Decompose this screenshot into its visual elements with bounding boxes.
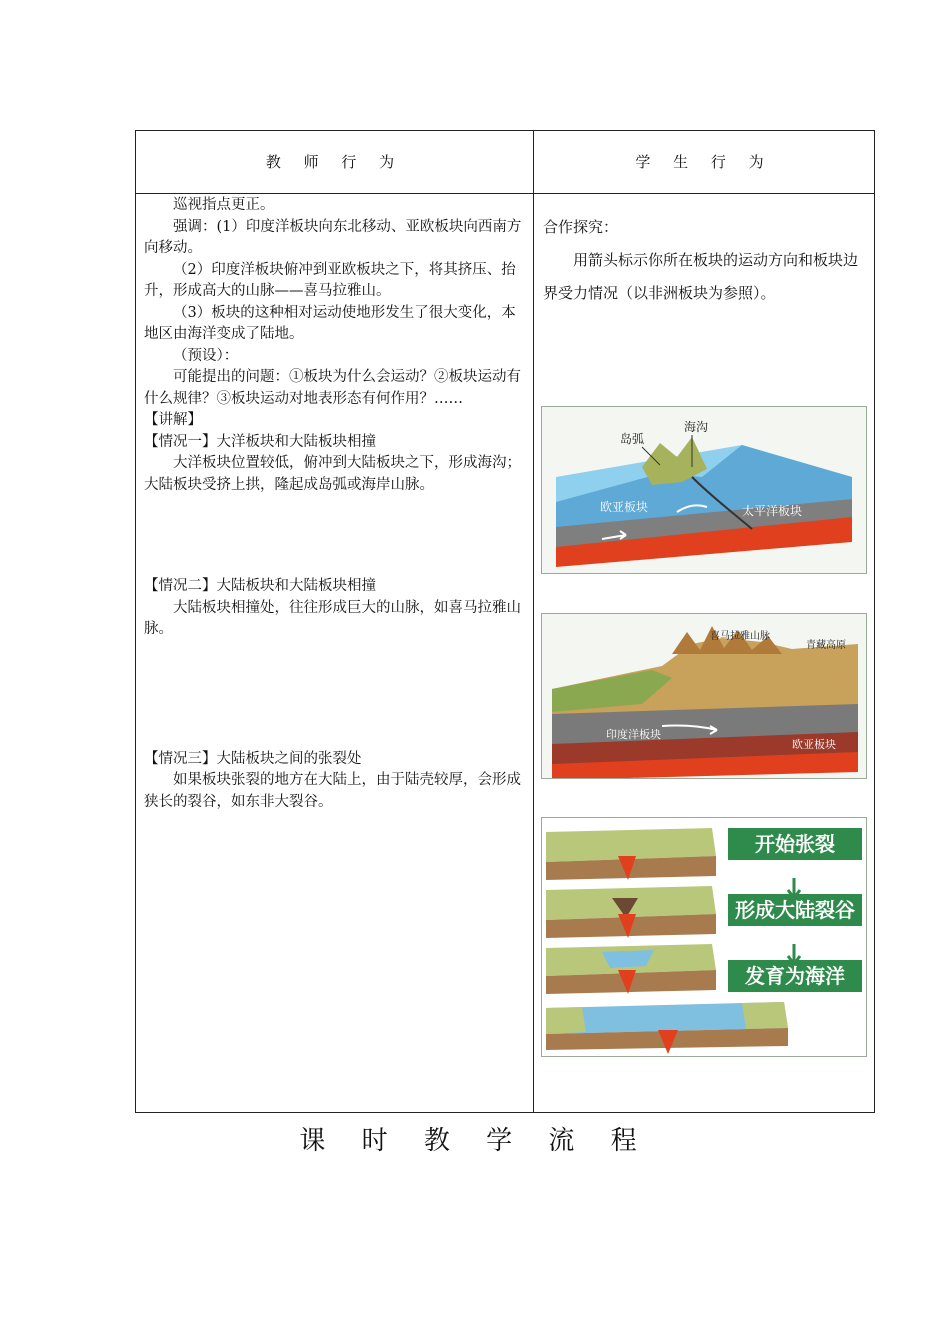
case-title: 【情况一】大洋板块和大陆板块相撞 xyxy=(144,433,376,450)
case-title: 【情况二】大陆板块和大陆板块相撞 xyxy=(144,578,376,594)
rift-formation-figure xyxy=(541,817,867,1057)
himalaya-label: 喜马拉雅山脉 xyxy=(710,631,770,642)
case-text: 如果板块张裂的地方在大陆上，由于陆壳较厚，会形成狭长的裂谷，如东非大裂谷。 xyxy=(144,772,521,810)
trench-label: 海沟 xyxy=(684,420,709,434)
teacher-column xyxy=(144,195,526,813)
student-heading: 合作探究： xyxy=(543,218,619,236)
rift-stage-c xyxy=(546,944,716,994)
teacher-text: （2）印度洋板块俯冲到亚欧板块之下，将其挤压、抬升，形成高大的山脉——喜马拉雅山。 xyxy=(144,261,516,299)
case-title: 【情况三】大陆板块之间的张裂处 xyxy=(144,750,362,767)
teacher-text: （预设）： xyxy=(173,347,239,364)
column-divider xyxy=(533,131,534,1112)
pacific-plate-label: 太平洋板块 xyxy=(742,504,803,518)
teacher-header: 教 师 行 为 xyxy=(265,153,404,171)
student-column xyxy=(543,211,865,310)
student-header: 学 生 行 为 xyxy=(635,153,773,171)
section-heading: 【讲解】 xyxy=(144,412,202,428)
teacher-text: （3）板块的这种相对运动使地形发生了很大变化，本地区由海洋变成了陆地。 xyxy=(144,304,516,342)
student-text: 用箭头标示你所在板块的运动方向和板块边界受力情况（以非洲板块为参照）。 xyxy=(543,251,859,302)
ocean-continent-collision-figure xyxy=(541,406,867,574)
teacher-text: 巡视指点更正。 xyxy=(173,197,275,213)
rift-step-valley: 形成大陆裂谷 xyxy=(728,894,862,926)
table-header-row xyxy=(136,131,874,194)
rift-step-ocean: 发育为海洋 xyxy=(728,960,862,992)
rift-stage-a xyxy=(546,828,716,880)
page-footer-title: 课 时 教 学 流 程 xyxy=(299,1126,651,1156)
tibet-label: 青藏高原 xyxy=(806,640,846,651)
continent-collision-figure xyxy=(541,613,867,779)
case-text: 大陆板块相撞处，往往形成巨大的山脉，如喜马拉雅山脉。 xyxy=(144,599,521,637)
rift-step-start: 开始张裂 xyxy=(728,828,862,860)
island-arc-label: 岛弧 xyxy=(620,432,645,446)
eurasian-plate-label: 欧亚板块 xyxy=(600,500,649,514)
lesson-table xyxy=(135,130,875,1113)
rift-stage-d xyxy=(546,1002,788,1054)
eurasian-plate-label: 欧亚板块 xyxy=(792,738,836,751)
teacher-text: 强调：(1）印度洋板块向东北移动、亚欧板块向西南方向移动。 xyxy=(144,218,522,256)
case-text: 大洋板块位置较低，俯冲到大陆板块之下，形成海沟；大陆板块受挤上拱，隆起成岛弧或海岸山脉。 xyxy=(144,455,521,493)
indian-plate-label: 印度洋板块 xyxy=(606,728,661,741)
rift-stage-b xyxy=(546,886,716,938)
teacher-text: 可能提出的问题：①板块为什么会运动？②板块运动有什么规律？③板块运动对地表形态有何作用？…… xyxy=(144,369,521,407)
